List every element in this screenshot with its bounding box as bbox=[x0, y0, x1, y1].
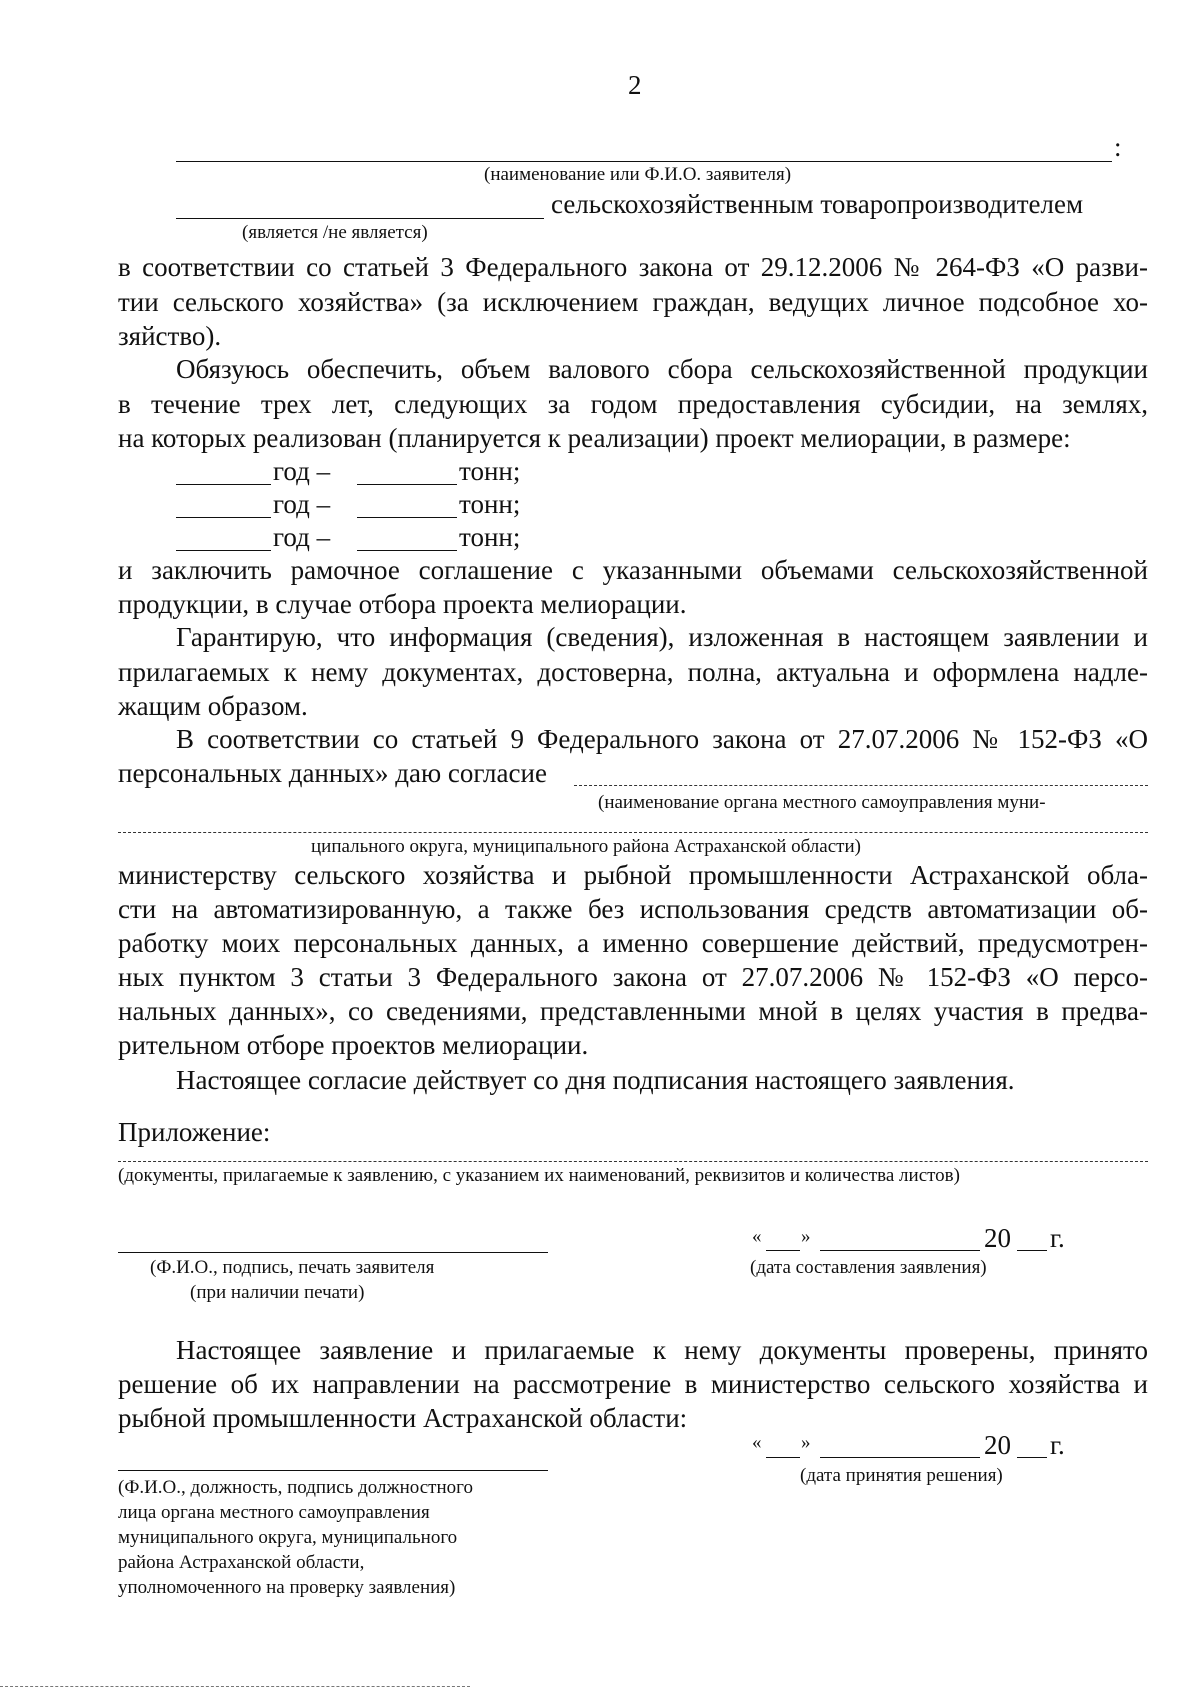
consent-line-2: персональных данных» даю согласие bbox=[118, 758, 547, 788]
applicant-status-caption: (является /не является) bbox=[242, 222, 428, 243]
volume-unit: тонн; bbox=[459, 456, 521, 486]
consent-caption-1: (наименование органа местного самоуправления муни- bbox=[598, 792, 1046, 813]
para-guarantee-line-2: прилагаемых к нему документах, достоверна, полна, актуальна и оформлена надле- bbox=[118, 657, 1148, 687]
volume-tons-line bbox=[357, 550, 457, 551]
applicant-signature-caption-2: (при наличии печати) bbox=[190, 1282, 365, 1303]
para-agreement-line-1: и заключить рамочное соглашение с указанными объемами сельскохозяйственной bbox=[118, 555, 1148, 585]
decision-quote-open: « bbox=[752, 1432, 762, 1453]
para-law-line-1: в соответствии со статьей 3 Федерального закона от 29.12.2006 № 264-ФЗ «О разви- bbox=[118, 252, 1148, 282]
applicant-status-text: сельскохозяйственным товаропроизводителем bbox=[551, 189, 1084, 219]
date-year-prefix: 20 bbox=[984, 1223, 1011, 1253]
scan-artifact-line bbox=[0, 1686, 470, 1687]
volume-year-word: год – bbox=[273, 489, 331, 519]
volume-tons-line bbox=[357, 484, 457, 485]
para-ministry-line-5: нальных данных», со сведениями, представленными мной в целях участия в предва- bbox=[118, 996, 1148, 1026]
volume-year-word: год – bbox=[273, 456, 331, 486]
date-quote-open: « bbox=[752, 1226, 762, 1247]
para-ministry-line-2: сти на автоматизированную, а также без использования средств автоматизации об- bbox=[118, 894, 1148, 924]
para-ministry-line-1: министерству сельского хозяйства и рыбной промышленности Астраханской обла- bbox=[118, 860, 1148, 890]
attachment-caption: (документы, прилагаемые к заявлению, с указанием их наименований, реквизитов и количества листов) bbox=[118, 1165, 960, 1186]
official-caption-2: лица органа местного самоуправления bbox=[118, 1502, 430, 1523]
para-obligation-line-2: в течение трех лет, следующих за годом предоставления субсидии, на землях, bbox=[118, 389, 1148, 419]
official-caption-1: (Ф.И.О., должность, подпись должностного bbox=[118, 1477, 473, 1498]
consent-line-1: В соответствии со статьей 9 Федерального закона от 27.07.2006 № 152-ФЗ «О bbox=[176, 724, 1148, 754]
decision-month-line bbox=[820, 1457, 980, 1458]
para-agreement-line-2: продукции, в случае отбора проекта мелиорации. bbox=[118, 589, 687, 619]
para-checked-line-1: Настоящее заявление и прилагаемые к нему документы проверены, принято bbox=[176, 1335, 1148, 1365]
attachment-heading: Приложение: bbox=[118, 1117, 271, 1147]
para-guarantee-line-1: Гарантирую, что информация (сведения), изложенная в настоящем заявлении и bbox=[176, 622, 1148, 652]
applicant-colon: : bbox=[1114, 132, 1122, 162]
para-checked-line-2: решение об их направлении на рассмотрение в министерство сельского хозяйства и bbox=[118, 1369, 1148, 1399]
volume-unit: тонн; bbox=[459, 522, 521, 552]
para-law-line-3: зяйство). bbox=[118, 321, 222, 351]
para-ministry-line-4: ных пунктом 3 статьи 3 Федерального закона от 27.07.2006 № 152-ФЗ «О персо- bbox=[118, 962, 1148, 992]
decision-date-caption: (дата принятия решения) bbox=[800, 1465, 1003, 1486]
para-obligation-line-3: на которых реализован (планируется к реализации) проект мелиорации, в размере: bbox=[118, 423, 1071, 453]
volume-year-word: год – bbox=[273, 522, 331, 552]
decision-year-line bbox=[1017, 1457, 1047, 1458]
para-law-line-2: тии сельского хозяйства» (за исключением граждан, ведущих личное подсобное хо- bbox=[118, 287, 1148, 317]
official-caption-3: муниципального округа, муниципального bbox=[118, 1527, 458, 1548]
decision-quote-close: » bbox=[801, 1432, 811, 1453]
decision-year-prefix: 20 bbox=[984, 1430, 1011, 1460]
attachment-line bbox=[118, 1161, 1148, 1162]
volume-unit: тонн; bbox=[459, 489, 521, 519]
decision-year-suffix: г. bbox=[1050, 1430, 1065, 1460]
decision-day-line bbox=[766, 1457, 800, 1458]
para-checked-line-3: рыбной промышленности Астраханской области: bbox=[118, 1403, 688, 1433]
date-month-line bbox=[820, 1250, 980, 1251]
para-ministry-line-6: рительном отборе проектов мелиорации. bbox=[118, 1030, 589, 1060]
applicant-name-line bbox=[176, 161, 1112, 162]
official-caption-5: уполномоченного на проверку заявления) bbox=[118, 1577, 456, 1598]
applicant-signature-line bbox=[118, 1252, 548, 1253]
date-day-line bbox=[766, 1250, 800, 1251]
volume-tons-line bbox=[357, 517, 457, 518]
date-year-suffix: г. bbox=[1050, 1223, 1065, 1253]
para-ministry-line-3: работку моих персональных данных, а именно совершение действий, предусмотрен- bbox=[118, 928, 1148, 958]
volume-year-line bbox=[176, 517, 271, 518]
date-quote-close: » bbox=[801, 1226, 811, 1247]
para-validity: Настоящее согласие действует со дня подписания настоящего заявления. bbox=[176, 1065, 1015, 1095]
date-year-line bbox=[1017, 1250, 1047, 1251]
applicant-name-caption: (наименование или Ф.И.О. заявителя) bbox=[484, 164, 792, 185]
applicant-status-line bbox=[176, 218, 544, 219]
official-signature-line bbox=[118, 1470, 548, 1471]
consent-body-line bbox=[574, 785, 1148, 786]
para-guarantee-line-3: жащим образом. bbox=[118, 691, 308, 721]
volume-year-line bbox=[176, 550, 271, 551]
page-number: 2 bbox=[628, 70, 642, 100]
official-caption-4: района Астраханской области, bbox=[118, 1552, 365, 1573]
date-caption: (дата составления заявления) bbox=[750, 1257, 987, 1278]
para-obligation-line-1: Обязуюсь обеспечить, объем валового сбора сельскохозяйственной продукции bbox=[176, 354, 1148, 384]
volume-year-line bbox=[176, 484, 271, 485]
consent-caption-2: ципального округа, муниципального района Астраханской области) bbox=[311, 836, 861, 857]
consent-body-line-2 bbox=[118, 832, 1148, 833]
applicant-signature-caption-1: (Ф.И.О., подпись, печать заявителя bbox=[150, 1257, 435, 1278]
